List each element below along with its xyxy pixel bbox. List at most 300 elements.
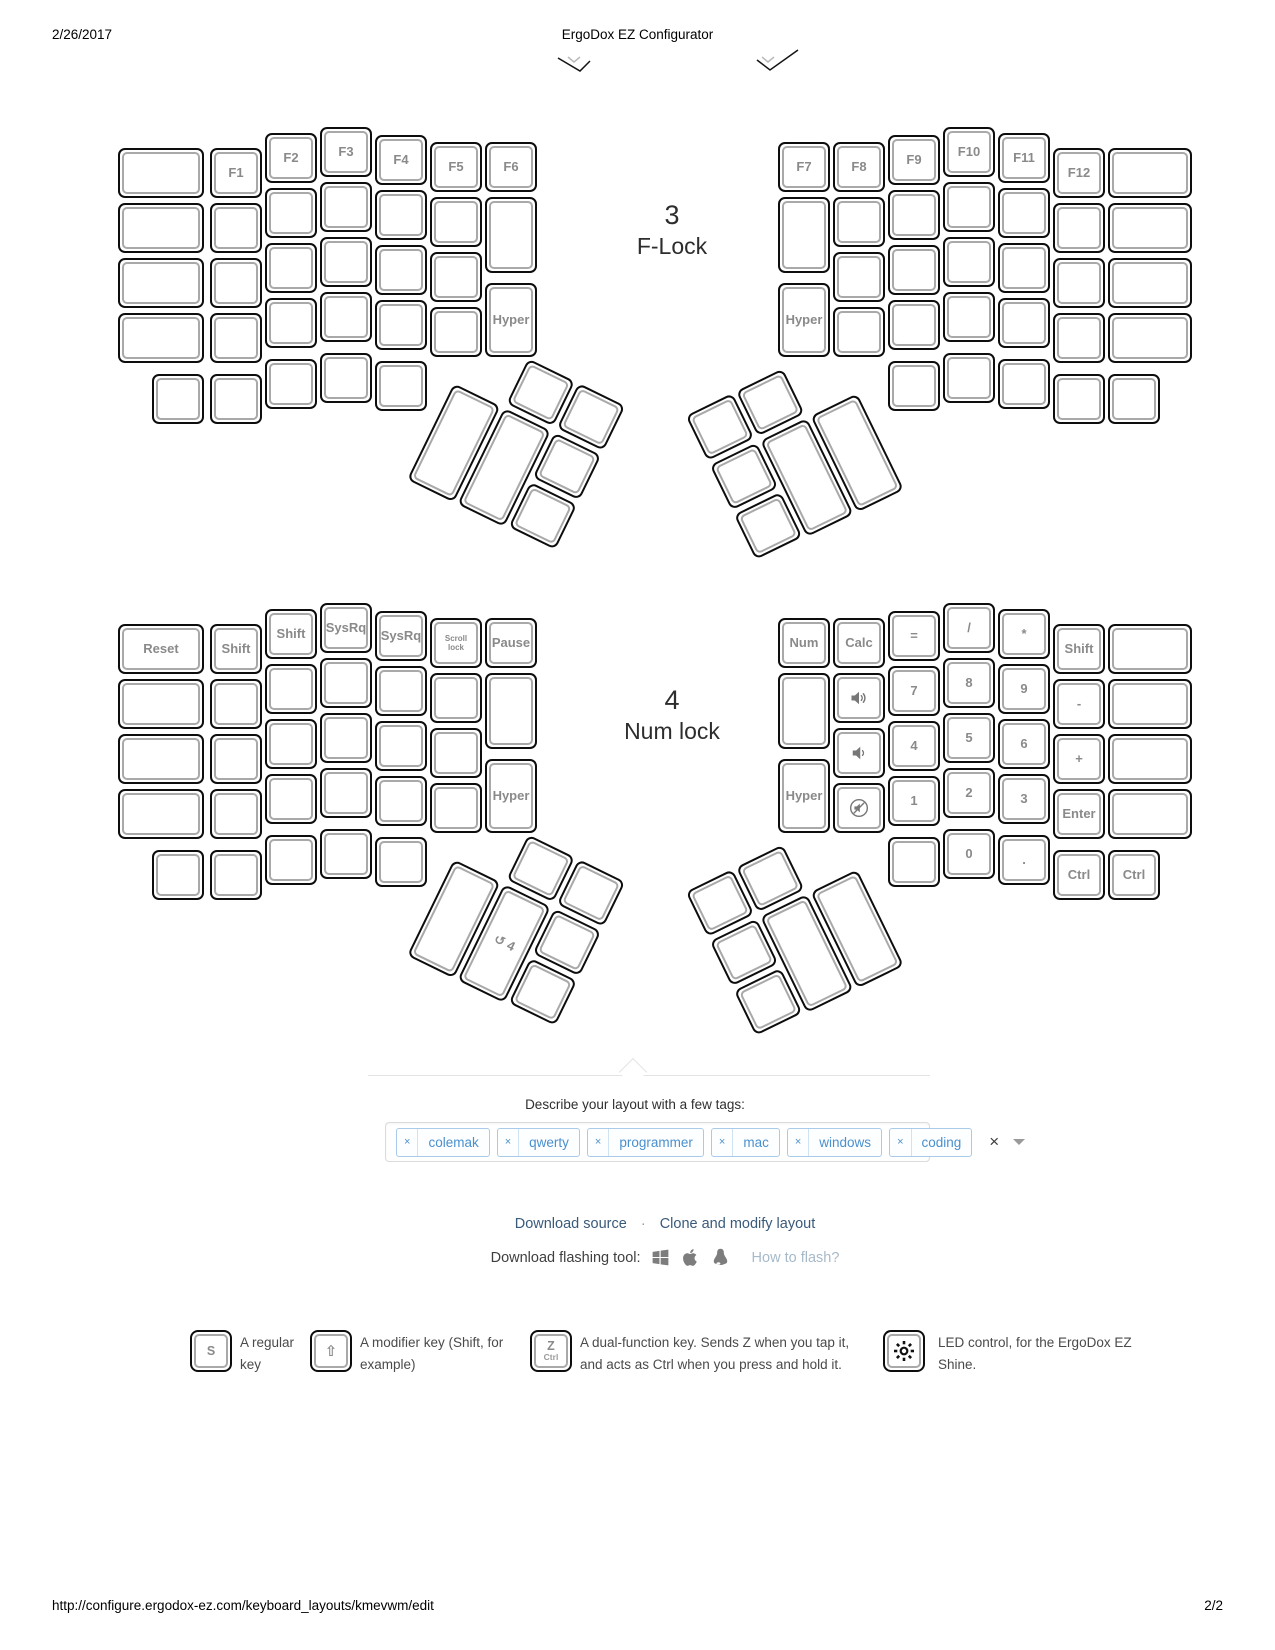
tag-label: windows: [819, 1134, 872, 1150]
clone-modify-link[interactable]: Clone and modify layout: [659, 1216, 816, 1232]
key-shift[interactable]: [265, 609, 317, 659]
keycap-label: [269, 192, 313, 234]
keycap-label: [741, 374, 799, 431]
keycap-label: Ctrl: [1057, 854, 1101, 896]
keycap-label: [122, 793, 200, 835]
keycap-label: [512, 364, 570, 421]
key-blank[interactable]: [210, 850, 262, 900]
key-blank[interactable]: [998, 359, 1050, 409]
keycap-label: [1112, 683, 1188, 725]
legend-key-label: S: [206, 1343, 216, 1358]
keycap-label: F8: [837, 146, 881, 188]
tags-clear-icon[interactable]: ×: [989, 1132, 1000, 1151]
keycap-label: [1057, 262, 1101, 304]
key-f8[interactable]: [833, 142, 885, 192]
tag-remove-icon[interactable]: ×: [890, 1129, 911, 1156]
keycap-label: 3: [1002, 778, 1046, 820]
key-blank[interactable]: [210, 313, 262, 363]
page-break-chevron-left: [568, 57, 580, 62]
key-blank[interactable]: [320, 237, 372, 287]
keycap-label: [324, 833, 368, 875]
footer-page-number: 2/2: [1204, 1598, 1223, 1613]
keycap-label: +: [1057, 738, 1101, 780]
keycap-label: [1112, 207, 1188, 249]
keycap-label: [1112, 152, 1188, 194]
volume-up-key[interactable]: [833, 673, 885, 723]
key-blank[interactable]: [833, 197, 885, 247]
key-blank[interactable]: [375, 837, 427, 887]
key-1[interactable]: [888, 776, 940, 826]
keycap-label: 7: [892, 670, 936, 712]
key-ctrl[interactable]: [1053, 850, 1105, 900]
key-scroll-lock[interactable]: [430, 618, 482, 668]
keycap-label: [379, 249, 423, 291]
keycap-label: [715, 924, 773, 981]
key-blank[interactable]: [833, 307, 885, 357]
keycap-label: [269, 723, 313, 765]
tag-remove-icon[interactable]: ×: [498, 1129, 519, 1156]
key-f11[interactable]: [998, 133, 1050, 183]
keycap-label: Ctrl: [1112, 854, 1156, 896]
keycap-label: [324, 662, 368, 704]
keycap-label: [214, 317, 258, 359]
keycap-label: [122, 317, 200, 359]
volume-down-key[interactable]: [833, 728, 885, 778]
keycap-label: [379, 841, 423, 883]
key-6[interactable]: [998, 719, 1050, 769]
key-blank[interactable]: [888, 837, 940, 887]
footer-url: http://configure.ergodox-ez.com/keyboard_layouts/kmevwm/edit: [52, 1598, 434, 1613]
keycap-label: [1002, 302, 1046, 344]
key-blank[interactable]: [1108, 148, 1192, 198]
key-blank[interactable]: [375, 300, 427, 350]
download-source-link[interactable]: Download source: [514, 1216, 627, 1232]
keycap-label: Shift: [214, 628, 258, 670]
key-reset[interactable]: [118, 624, 204, 674]
key-blank[interactable]: [1053, 258, 1105, 308]
keycap-label: F9: [892, 139, 936, 181]
key-blank[interactable]: [210, 258, 262, 308]
keycap-label: [434, 677, 478, 719]
key-f3[interactable]: [320, 127, 372, 177]
keycap-label: [892, 194, 936, 236]
keycap-label: Hyper: [782, 287, 826, 353]
tag-pill[interactable]: [396, 1128, 490, 1157]
keycap-label: [434, 256, 478, 298]
legend-regular-key: [190, 1330, 232, 1372]
keycap-label: F2: [269, 137, 313, 179]
key-blank[interactable]: [888, 361, 940, 411]
keycap-label: [739, 497, 797, 554]
keycap-label: [512, 840, 570, 897]
key-blank[interactable]: [320, 829, 372, 879]
key-5[interactable]: [943, 713, 995, 763]
key-sysrq[interactable]: [375, 611, 427, 661]
key-blank[interactable]: [998, 298, 1050, 348]
keycap-label: [892, 841, 936, 883]
key-f5[interactable]: [430, 142, 482, 192]
key-blank[interactable]: [430, 197, 482, 247]
key-blank[interactable]: [998, 188, 1050, 238]
key-blank[interactable]: [1108, 313, 1192, 363]
key-blank[interactable]: [375, 666, 427, 716]
key-blank[interactable]: [265, 774, 317, 824]
key-blank[interactable]: [943, 182, 995, 232]
keycap-label: Scroll lock: [434, 622, 478, 664]
keycap-label: [837, 311, 881, 353]
key-blank[interactable]: [152, 374, 204, 424]
keycap-label: [379, 725, 423, 767]
key-blank[interactable]: [1108, 374, 1160, 424]
keycap-label: -: [1057, 683, 1101, 725]
keycap-label: [715, 448, 773, 505]
key-ctrl[interactable]: [1108, 850, 1160, 900]
keycap-label: 5: [947, 717, 991, 759]
keycap-label: F3: [324, 131, 368, 173]
volume-up-icon: [837, 677, 881, 719]
key-blank[interactable]: [320, 292, 372, 342]
keycap-label: F7: [782, 146, 826, 188]
key-blank[interactable]: [375, 361, 427, 411]
key-blank[interactable]: [778, 197, 830, 273]
keycap-label: [156, 854, 200, 896]
key-blank[interactable]: [375, 245, 427, 295]
key-blank[interactable]: [375, 776, 427, 826]
key-blank[interactable]: [265, 664, 317, 714]
key-blank[interactable]: [118, 203, 204, 253]
tag-pill[interactable]: [497, 1128, 580, 1157]
keycap-label: [379, 365, 423, 407]
key-blank[interactable]: [210, 203, 262, 253]
layer-4-label: [572, 684, 772, 745]
key-blank[interactable]: [118, 789, 204, 839]
keycap-label: F12: [1057, 152, 1101, 194]
key-blank[interactable]: [485, 673, 537, 749]
keycap-label: [122, 738, 200, 780]
how-to-flash-link[interactable]: How to flash?: [751, 1249, 840, 1266]
key-blank[interactable]: [1108, 679, 1192, 729]
linux-icon[interactable]: [710, 1247, 731, 1268]
layer-3-label: [572, 199, 772, 260]
key-blank[interactable]: [118, 148, 204, 198]
legend-dual-function-key: [530, 1330, 572, 1372]
key-blank[interactable]: [320, 658, 372, 708]
keycap-label: ↺ 4: [463, 889, 546, 997]
keycap-label: [739, 973, 797, 1030]
key-blank[interactable]: [943, 292, 995, 342]
keycap-label: [269, 363, 313, 405]
key-f4[interactable]: [375, 135, 427, 185]
keycap-label: [892, 365, 936, 407]
keycap-label: F5: [434, 146, 478, 188]
keycap-label: 1: [892, 780, 936, 822]
key-f10[interactable]: [943, 127, 995, 177]
keycap-label: [1057, 207, 1101, 249]
tag-pill[interactable]: [587, 1128, 704, 1157]
key-calc[interactable]: [833, 618, 885, 668]
keycap-label: F10: [947, 131, 991, 173]
page-break-chevron-right: [762, 57, 774, 62]
key-blank[interactable]: [265, 359, 317, 409]
divider-caret-notch: [619, 1058, 647, 1086]
key-blank[interactable]: [210, 374, 262, 424]
key-blank[interactable]: [210, 789, 262, 839]
keycap-label: [562, 864, 620, 921]
key-pause[interactable]: [485, 618, 537, 668]
key-blank[interactable]: [1053, 374, 1105, 424]
keycap-label: Enter: [1057, 793, 1101, 835]
key-blank[interactable]: [430, 252, 482, 302]
keycap-label: [1112, 793, 1188, 835]
tag-remove-icon[interactable]: ×: [588, 1129, 609, 1156]
key-f1[interactable]: [210, 148, 262, 198]
layer-number: 4: [664, 685, 680, 715]
key-blank[interactable]: [265, 835, 317, 885]
keycap-label: F11: [1002, 137, 1046, 179]
key-blank[interactable]: [210, 734, 262, 784]
dropdown-caret-icon[interactable]: [1013, 1139, 1025, 1145]
legend-key-sublabel: Ctrl: [543, 1352, 559, 1362]
layer-name: F-Lock: [636, 233, 708, 259]
key-blank[interactable]: [320, 713, 372, 763]
key-blank[interactable]: [118, 313, 204, 363]
key-blank[interactable]: [320, 353, 372, 403]
keycap-label: [1057, 378, 1101, 420]
legend-led-key: [883, 1330, 925, 1372]
key-0[interactable]: [943, 829, 995, 879]
keycap-label: 6: [1002, 723, 1046, 765]
legend-modifier-text: A modifier key (Shift, for example): [360, 1335, 504, 1372]
tag-pill[interactable]: [889, 1128, 972, 1157]
keycap-label: [1002, 247, 1046, 289]
key-4[interactable]: [888, 721, 940, 771]
key-blank[interactable]: [1108, 734, 1192, 784]
key-shift[interactable]: [1053, 624, 1105, 674]
key-blank[interactable]: [265, 188, 317, 238]
key-blank[interactable]: [1053, 313, 1105, 363]
key-7[interactable]: [888, 666, 940, 716]
keycap-label: SysRq: [324, 607, 368, 649]
key-blank[interactable]: [1053, 203, 1105, 253]
key-sysrq[interactable]: [320, 603, 372, 653]
keycap-label: [782, 201, 826, 269]
key-period[interactable]: [998, 835, 1050, 885]
key-blank[interactable]: [118, 679, 204, 729]
keycap-label: [562, 388, 620, 445]
volume-mute-key[interactable]: [833, 783, 885, 833]
legend-regular-text: A regular key: [240, 1335, 295, 1372]
tag-pill[interactable]: [711, 1128, 780, 1157]
key-blank[interactable]: [210, 679, 262, 729]
keycap-label: [324, 717, 368, 759]
key-hyper[interactable]: [778, 759, 830, 833]
keycap-label: [538, 438, 596, 495]
key-shift[interactable]: [210, 624, 262, 674]
keycap-label: 2: [947, 772, 991, 814]
keycap-label: [269, 668, 313, 710]
key-blank[interactable]: [1108, 203, 1192, 253]
section-divider: [368, 1075, 930, 1076]
keycap-label: *: [1002, 613, 1046, 655]
keycap-label: [947, 296, 991, 338]
keycap-label: [1112, 317, 1188, 359]
keycap-label: Shift: [269, 613, 313, 655]
key-f6[interactable]: [485, 142, 537, 192]
windows-icon[interactable]: [650, 1247, 671, 1268]
layout-links: [365, 1216, 965, 1232]
flashing-tool-row: [365, 1247, 965, 1268]
key-blank[interactable]: [888, 300, 940, 350]
key-blank[interactable]: [778, 673, 830, 749]
key-asterisk[interactable]: [998, 609, 1050, 659]
key-blank[interactable]: [265, 719, 317, 769]
key-blank[interactable]: [833, 252, 885, 302]
key-blank[interactable]: [888, 190, 940, 240]
key-num[interactable]: [778, 618, 830, 668]
keycap-label: [324, 357, 368, 399]
page-break-key-tip-right: [757, 50, 798, 70]
key-minus[interactable]: [1053, 679, 1105, 729]
key-blank[interactable]: [943, 237, 995, 287]
keycap-label: [1112, 262, 1188, 304]
link-separator: ·: [640, 1216, 646, 1232]
keycap-label: [1002, 192, 1046, 234]
shift-arrow-icon: ⇧: [324, 1342, 338, 1360]
key-blank[interactable]: [1108, 624, 1192, 674]
key-blank[interactable]: [375, 721, 427, 771]
keycap-label: [122, 262, 200, 304]
keycap-label: [947, 241, 991, 283]
key-blank[interactable]: [152, 850, 204, 900]
keycap-label: [214, 738, 258, 780]
volume-mute-icon: [837, 787, 881, 829]
keycap-label: [1112, 378, 1156, 420]
key-equals[interactable]: [888, 611, 940, 661]
keycap-label: [214, 683, 258, 725]
keycap-label: [947, 186, 991, 228]
keycap-label: [214, 262, 258, 304]
keycap-label: .: [1002, 839, 1046, 881]
keycap-label: [379, 670, 423, 712]
keycap-label: [379, 304, 423, 346]
key-blank[interactable]: [118, 258, 204, 308]
legend-key-label: Z: [547, 1339, 555, 1353]
key-enter[interactable]: [1053, 789, 1105, 839]
key-blank[interactable]: [998, 243, 1050, 293]
keycap-label: 8: [947, 662, 991, 704]
keycap-label: Pause: [489, 622, 533, 664]
key-f2[interactable]: [265, 133, 317, 183]
keycap-label: [741, 850, 799, 907]
key-slash[interactable]: [943, 603, 995, 653]
keycap-label: Hyper: [782, 763, 826, 829]
key-f12[interactable]: [1053, 148, 1105, 198]
key-blank[interactable]: [1108, 789, 1192, 839]
key-blank[interactable]: [375, 190, 427, 240]
key-f9[interactable]: [888, 135, 940, 185]
key-blank[interactable]: [430, 728, 482, 778]
keycap-label: [269, 839, 313, 881]
keycap-label: [324, 241, 368, 283]
keycap-label: [122, 207, 200, 249]
keycap-label: [892, 249, 936, 291]
key-9[interactable]: [998, 664, 1050, 714]
legend-dual-function-text: A dual-function key. Sends Z when you tap it, and acts as Ctrl when you press and hold it.: [580, 1335, 850, 1372]
tag-remove-icon[interactable]: ×: [712, 1129, 733, 1156]
keycap-label: [691, 874, 749, 931]
keycap-label: [214, 793, 258, 835]
page-break-key-tip-left: [558, 58, 590, 71]
keycap-label: Calc: [837, 622, 881, 664]
key-f7[interactable]: [778, 142, 830, 192]
keycap-label: Hyper: [489, 763, 533, 829]
flashing-tool-label: Download flashing tool:: [490, 1249, 641, 1266]
key-blank[interactable]: [265, 243, 317, 293]
keycap-label: 0: [947, 833, 991, 875]
keycap-label: [324, 186, 368, 228]
key-3[interactable]: [998, 774, 1050, 824]
keycap-label: [269, 778, 313, 820]
layer-number: 3: [664, 200, 680, 230]
key-blank[interactable]: [1108, 258, 1192, 308]
keycap-label: [214, 207, 258, 249]
keycap-label: [434, 201, 478, 243]
key-blank[interactable]: [943, 353, 995, 403]
keycap-label: SysRq: [379, 615, 423, 657]
tag-remove-icon[interactable]: ×: [397, 1129, 418, 1156]
keycap-label: Hyper: [489, 287, 533, 353]
keycap-label: =: [892, 615, 936, 657]
tags-input[interactable]: [385, 1122, 1000, 1162]
key-blank[interactable]: [430, 673, 482, 723]
keycap-label: [122, 683, 200, 725]
keycap-label: [122, 152, 200, 194]
key-plus[interactable]: [1053, 734, 1105, 784]
key-2[interactable]: [943, 768, 995, 818]
key-blank[interactable]: [320, 768, 372, 818]
keycap-label: [1057, 317, 1101, 359]
keycap-label: [489, 677, 533, 745]
led-icon: [892, 1339, 916, 1363]
tags-prompt: Describe your layout with a few tags:: [525, 1097, 745, 1112]
tag-remove-icon[interactable]: ×: [788, 1129, 809, 1156]
keycap-label: [837, 256, 881, 298]
keycap-label: Shift: [1057, 628, 1101, 670]
keycap-label: 9: [1002, 668, 1046, 710]
key-blank[interactable]: [485, 197, 537, 273]
keycap-label: [214, 854, 258, 896]
key-8[interactable]: [943, 658, 995, 708]
keycap-label: [269, 247, 313, 289]
key-hyper[interactable]: [778, 283, 830, 357]
keycap-label: [269, 302, 313, 344]
keycap-label: [514, 963, 572, 1020]
keycap-label: [489, 201, 533, 269]
key-blank[interactable]: [320, 182, 372, 232]
keycap-label: [434, 732, 478, 774]
keycap-label: [379, 194, 423, 236]
keycap-label: /: [947, 607, 991, 649]
key-blank[interactable]: [265, 298, 317, 348]
keycap-label: F6: [489, 146, 533, 188]
apple-icon[interactable]: [680, 1247, 701, 1268]
tag-pill[interactable]: [787, 1128, 882, 1157]
tag-label: programmer: [619, 1134, 693, 1150]
keycap-label: F1: [214, 152, 258, 194]
key-blank[interactable]: [118, 734, 204, 784]
tag-label: coding: [921, 1134, 962, 1150]
key-blank[interactable]: [888, 245, 940, 295]
